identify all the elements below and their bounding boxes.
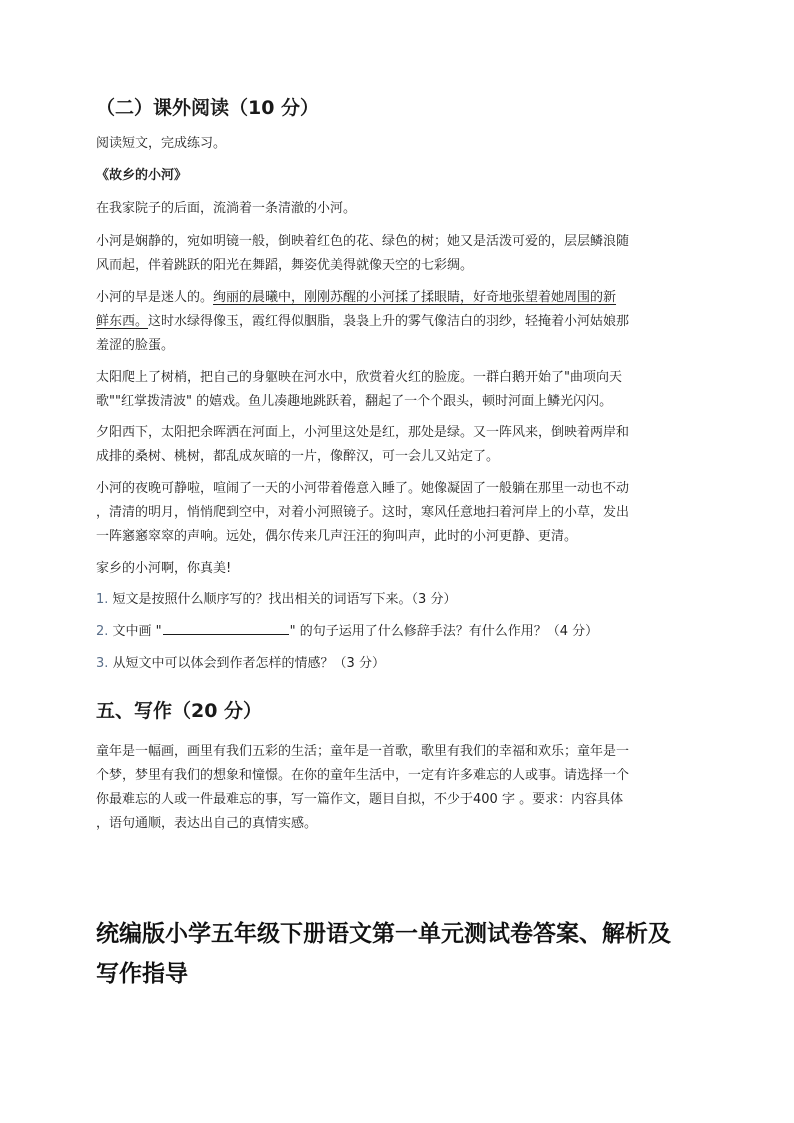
question-number: 2.: [96, 624, 109, 639]
section-writing-title: 五、写作（20 分）: [96, 700, 263, 722]
paragraph-6-line-2: ，清清的明月，悄悄爬到空中，对着小河照镜子。这时，寒风任意地扫着河岸上的小草，发出: [96, 505, 630, 520]
question-number: 3.: [96, 656, 109, 671]
paragraph-6-line-3: 一阵窸窸窣窣的声响。远处，偶尔传来几声汪汪的狗叫声，此时的小河更静、更清。: [96, 529, 578, 544]
paragraph-1: 在我家院子的后面，流淌着一条清澈的小河。: [96, 201, 357, 216]
paragraph-2-line-2: 风而起，伴着跳跃的阳光在舞蹈，舞姿优美得就像天空的七彩绸。: [96, 258, 474, 273]
writing-prompt-line-1: 童年是一幅画，画里有我们五彩的生活；童年是一首歌，歌里有我们的幸福和欢乐；童年是一: [96, 744, 630, 759]
reading-instruction: 阅读短文，完成练习。: [96, 136, 227, 151]
paragraph-3-lead: 小河的早是迷人的。: [96, 290, 214, 305]
question-text-start: 文中画 ": [112, 624, 162, 639]
question-number: 1.: [96, 592, 109, 607]
paragraph-3-line-1: [96, 286, 616, 310]
answer-heading-line-1: 统编版小学五年级下册语文第一单元测试卷答案、解析及: [96, 921, 671, 947]
section-reading-title: （二）课外阅读（10 分）: [96, 97, 320, 119]
paragraph-4-line-1: 太阳爬上了树梢，把自己的身躯映在河水中，欣赏着火红的脸庞。一群白鹅开始了"曲项向天: [96, 370, 622, 385]
paragraph-3-line-2: [96, 310, 629, 334]
paragraph-6-line-1: 小河的夜晚可静啦，喧闹了一天的小河带着倦意入睡了。她像凝固了一般躺在那里一动也不动: [96, 481, 630, 496]
writing-prompt-line-3: 你最难忘的人或一件最难忘的事，写一篇作文，题目自拟，不少于400 字 。要求：内容具体: [96, 792, 624, 807]
question-text: 短文是按照什么顺序写的？找出相关的词语写下来。（3 分）: [112, 592, 457, 607]
writing-prompt-line-2: 个梦，梦里有我们的想象和憧憬。在你的童年生活中，一定有许多难忘的人或事。请选择一个: [96, 768, 630, 783]
question-text: 从短文中可以体会到作者怎样的情感？（3 分）: [112, 656, 385, 671]
question-3: [96, 652, 385, 676]
question-text-end: " 的句子运用了什么修辞手法？有什么作用？（4 分）: [289, 624, 599, 639]
paragraph-5-line-1: 夕阳西下，太阳把余晖洒在河面上，小河里这处是红，那处是绿。又一阵风来，倒映着两岸和: [96, 425, 630, 440]
paragraph-5-line-2: 成排的桑树、桃树，都乱成灰暗的一片，像醉汉，可一会儿又站定了。: [96, 449, 500, 464]
answer-heading-line-2: 写作指导: [96, 961, 188, 987]
question-1: [96, 588, 456, 612]
paragraph-3-line-3: 羞涩的脸蛋。: [96, 338, 175, 353]
paragraph-7: 家乡的小河啊，你真美!: [96, 561, 232, 576]
underline-blank: [163, 622, 289, 635]
paragraph-2-line-1: 小河是娴静的，宛如明镜一般，倒映着红色的花、绿色的树；她又是活泼可爱的，层层鳞浪随: [96, 234, 630, 249]
writing-prompt-line-4: ，语句通顺，表达出自己的真情实感。: [96, 816, 318, 831]
question-2: [96, 620, 598, 644]
article-title: 《故乡的小河》: [96, 168, 188, 183]
paragraph-3-continuation: 这时水绿得像玉，霞红得似胭脂，袅袅上升的雾气像洁白的羽纱，轻掩着小河姑娘那: [148, 314, 630, 329]
underlined-sentence-part-1: 绚丽的晨曦中，刚刚苏醒的小河揉了揉眼睛，好奇地张望着她周围的新: [213, 290, 617, 305]
paragraph-4-line-2: 歌""红掌拨清波" 的嬉戏。鱼儿凑趣地跳跃着，翻起了一个个跟头，顿时河面上鳞光闪闪。: [96, 394, 613, 409]
underlined-sentence-part-2: 鲜东西。: [96, 314, 149, 329]
